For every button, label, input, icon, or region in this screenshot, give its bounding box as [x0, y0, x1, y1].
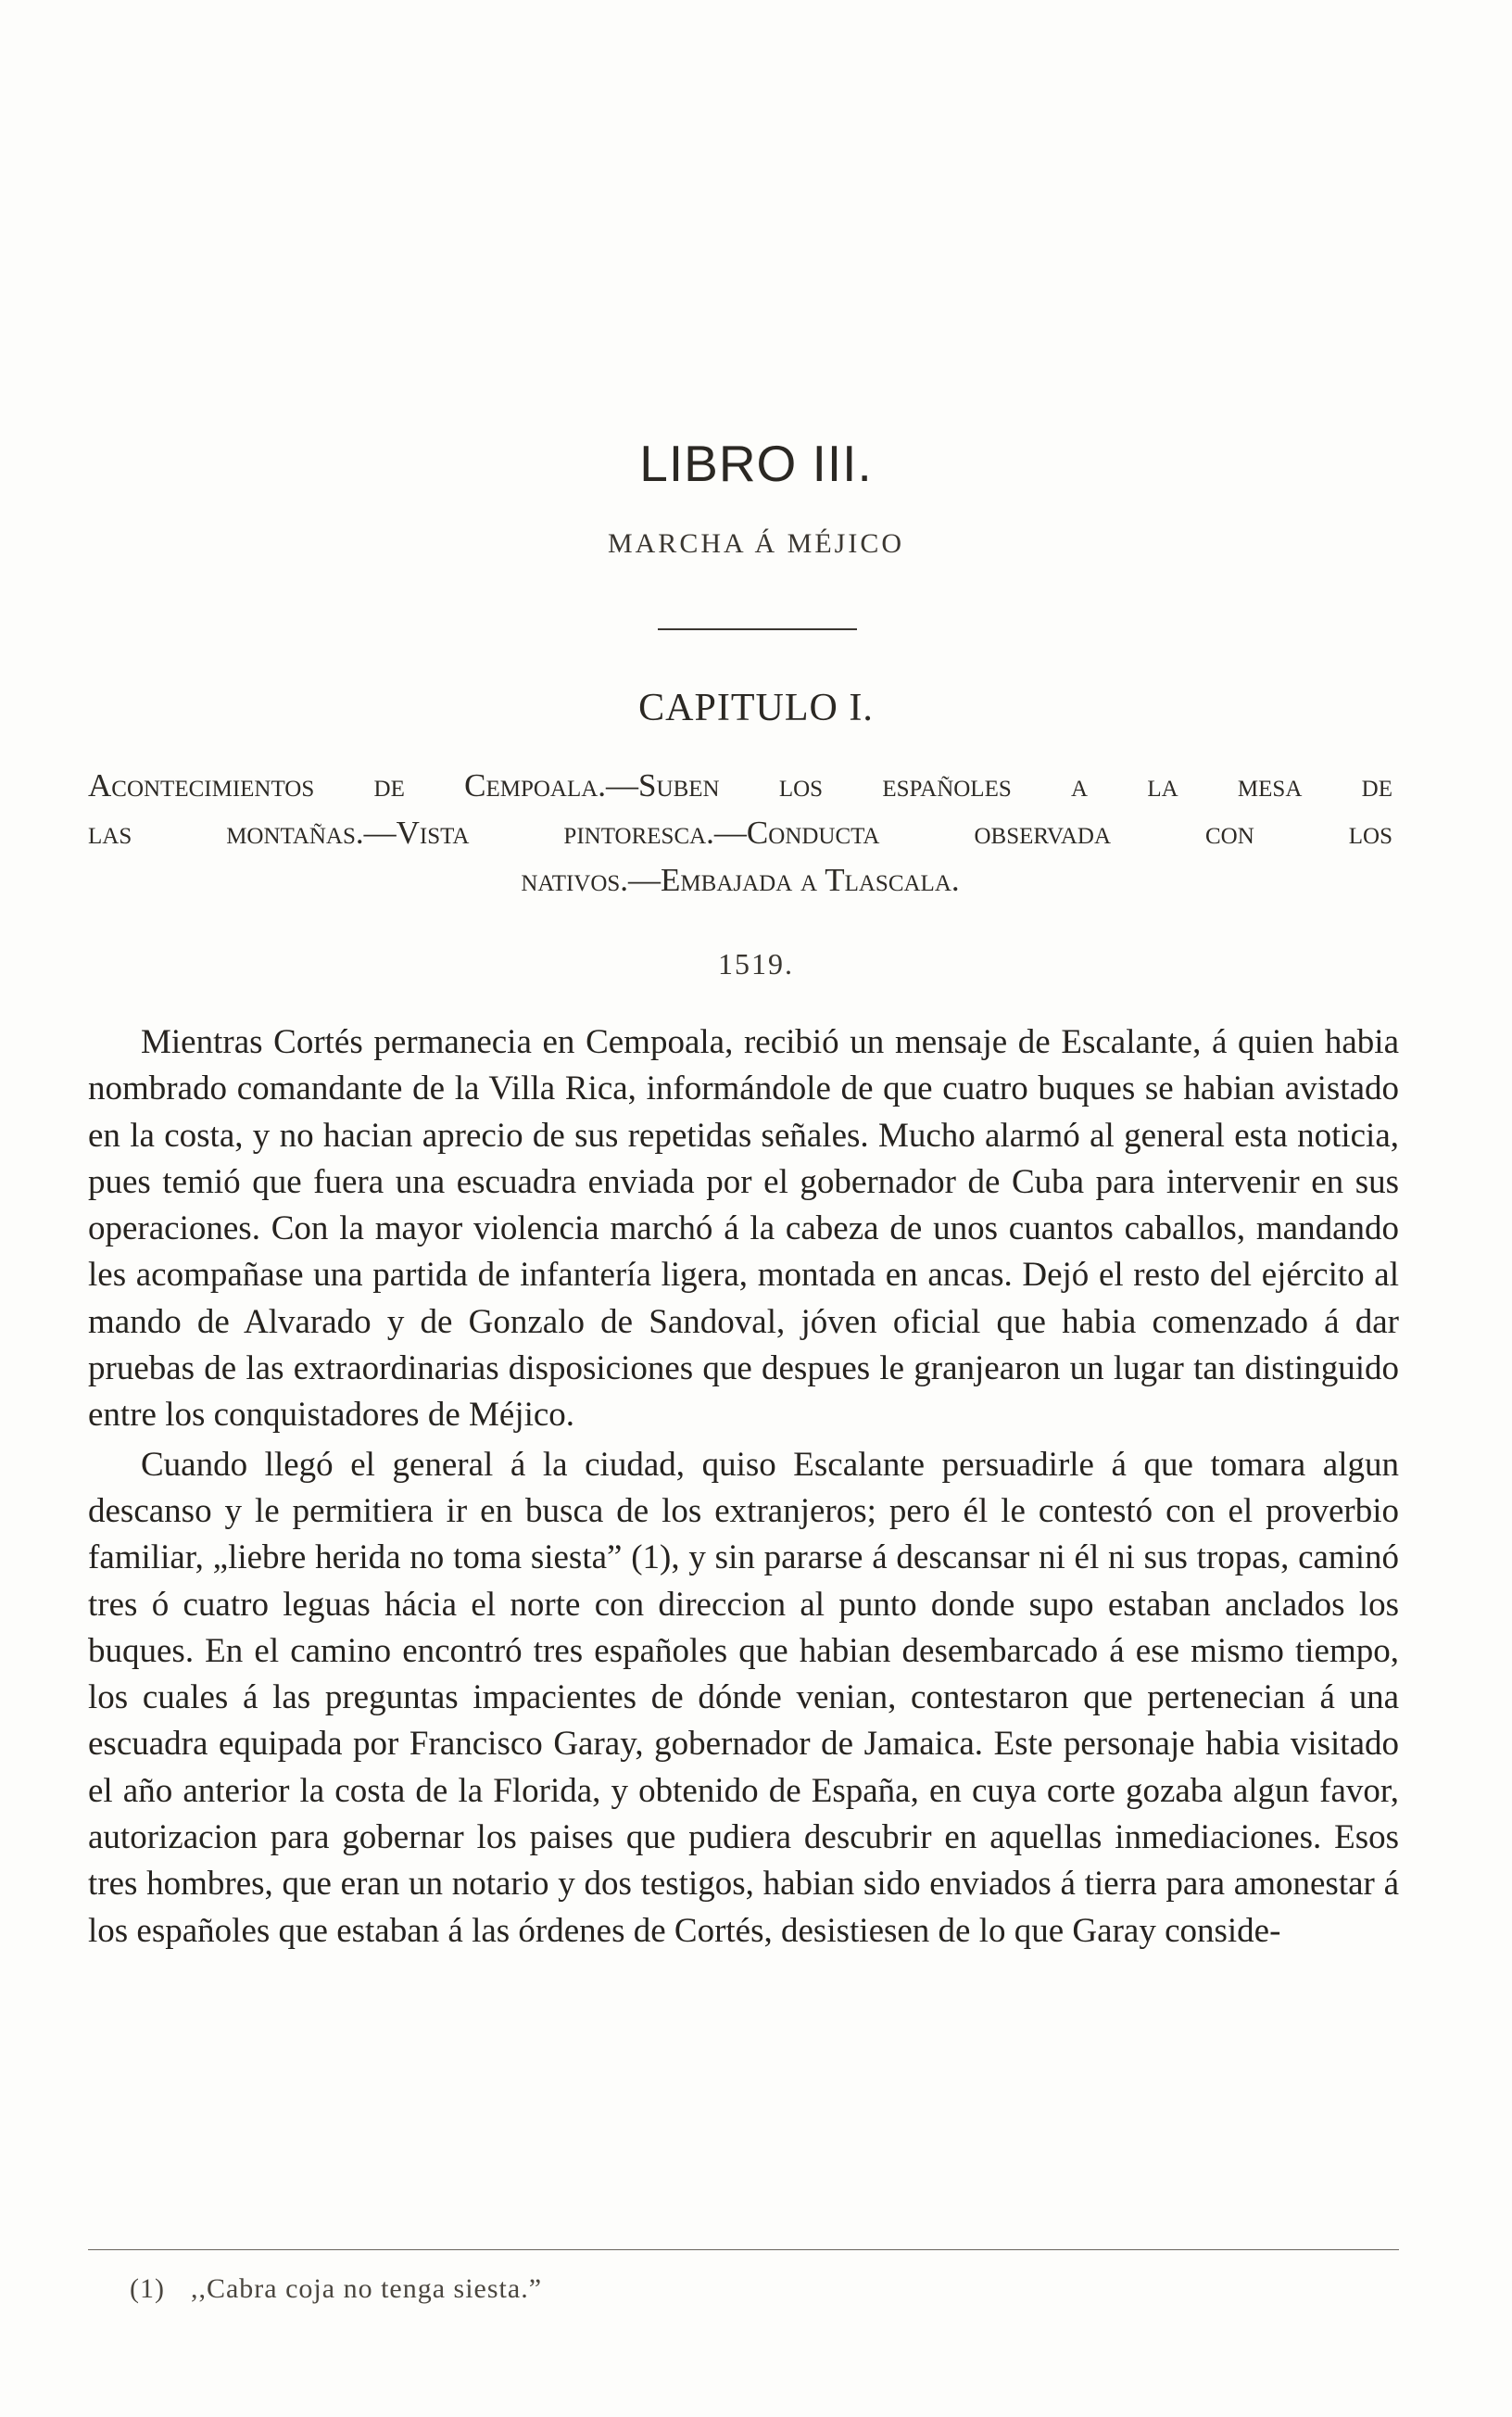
paragraph: Cuando llegó el general á la ciudad, quiso Escalante persuadirle á que tomara algun descanso y le permitiera ir en busca de los extranjeros; pero él le contestó con el proverbio familiar, „liebre herida no toma siesta” (1), y sin pararse á descansar ni él ni sus tropas, caminó tres ó cuatro leguas hácia el norte con direccion al punto donde supo estaban anclados los buques. En el camino encontró tres españoles que habian desembarcado á ese mismo tiempo, los cuales á las preguntas impacientes de dónde venian, contestaron que pertenecian á una escuadra equipada por Francisco Garay, gobernador de Jamaica. Este personaje habia visitado el año anterior la costa de la Florida, y obtenido de España, en cuya corte gozaba algun favor, autorizacion para gobernar los paises que pudiera descubrir en aquellas inmediaciones. Esos tres hombres, que eran un notario y dos testigos, habian sido enviados á tierra para amonestar á los españoles que estaban á las órdenes de Cortés, desistiesen de lo que Garay conside- [88, 1445, 1399, 1950]
summary-line: Acontecimientos de Cempoala.—Suben los españoles a la mesa de [88, 767, 1392, 804]
chapter-title: CAPITULO I. [638, 687, 874, 729]
footnote-divider [88, 2249, 1399, 2250]
footnote-mark: (1) [130, 2273, 165, 2304]
body-text [88, 1019, 1399, 1955]
title-divider [658, 628, 857, 630]
footnote [130, 2273, 542, 2305]
book-subtitle: MARCHA Á MÉJICO [607, 528, 905, 559]
footnote-text: ,,Cabra coja no tenga siesta.” [190, 2273, 543, 2304]
chapter-year: 1519. [718, 947, 794, 981]
book-title: LIBRO III. [639, 435, 873, 492]
summary-line: las montañas.—Vista pintoresca.—Conducta observada con los [88, 815, 1392, 851]
chapter-summary [88, 762, 1392, 904]
summary-line: nativos.—Embajada a Tlascala. [521, 862, 960, 898]
paragraph: Mientras Cortés permanecia en Cempoala, recibió un mensaje de Escalante, á quien habia nombrado comandante de la Villa Rica, informándole de que cuatro buques se habian avistado en la costa, y no hacian aprecio de sus repetidas señales. Mucho alarmó al general esta noticia, pues temió que fuera una escuadra enviada por el gobernador de Cuba para intervenir en sus operaciones. Con la mayor violencia marchó á la cabeza de unos cuantos caballos, mandando les acompañase una partida de infantería ligera, montada en ancas. Dejó el resto del ejército al mando de Alvarado y de Gonzalo de Sandoval, jóven oficial que habia comenzado á dar pruebas de las extraordinarias disposiciones que despues le granjearon un lugar tan distinguido entre los conquistadores de Méjico. [88, 1023, 1399, 1435]
